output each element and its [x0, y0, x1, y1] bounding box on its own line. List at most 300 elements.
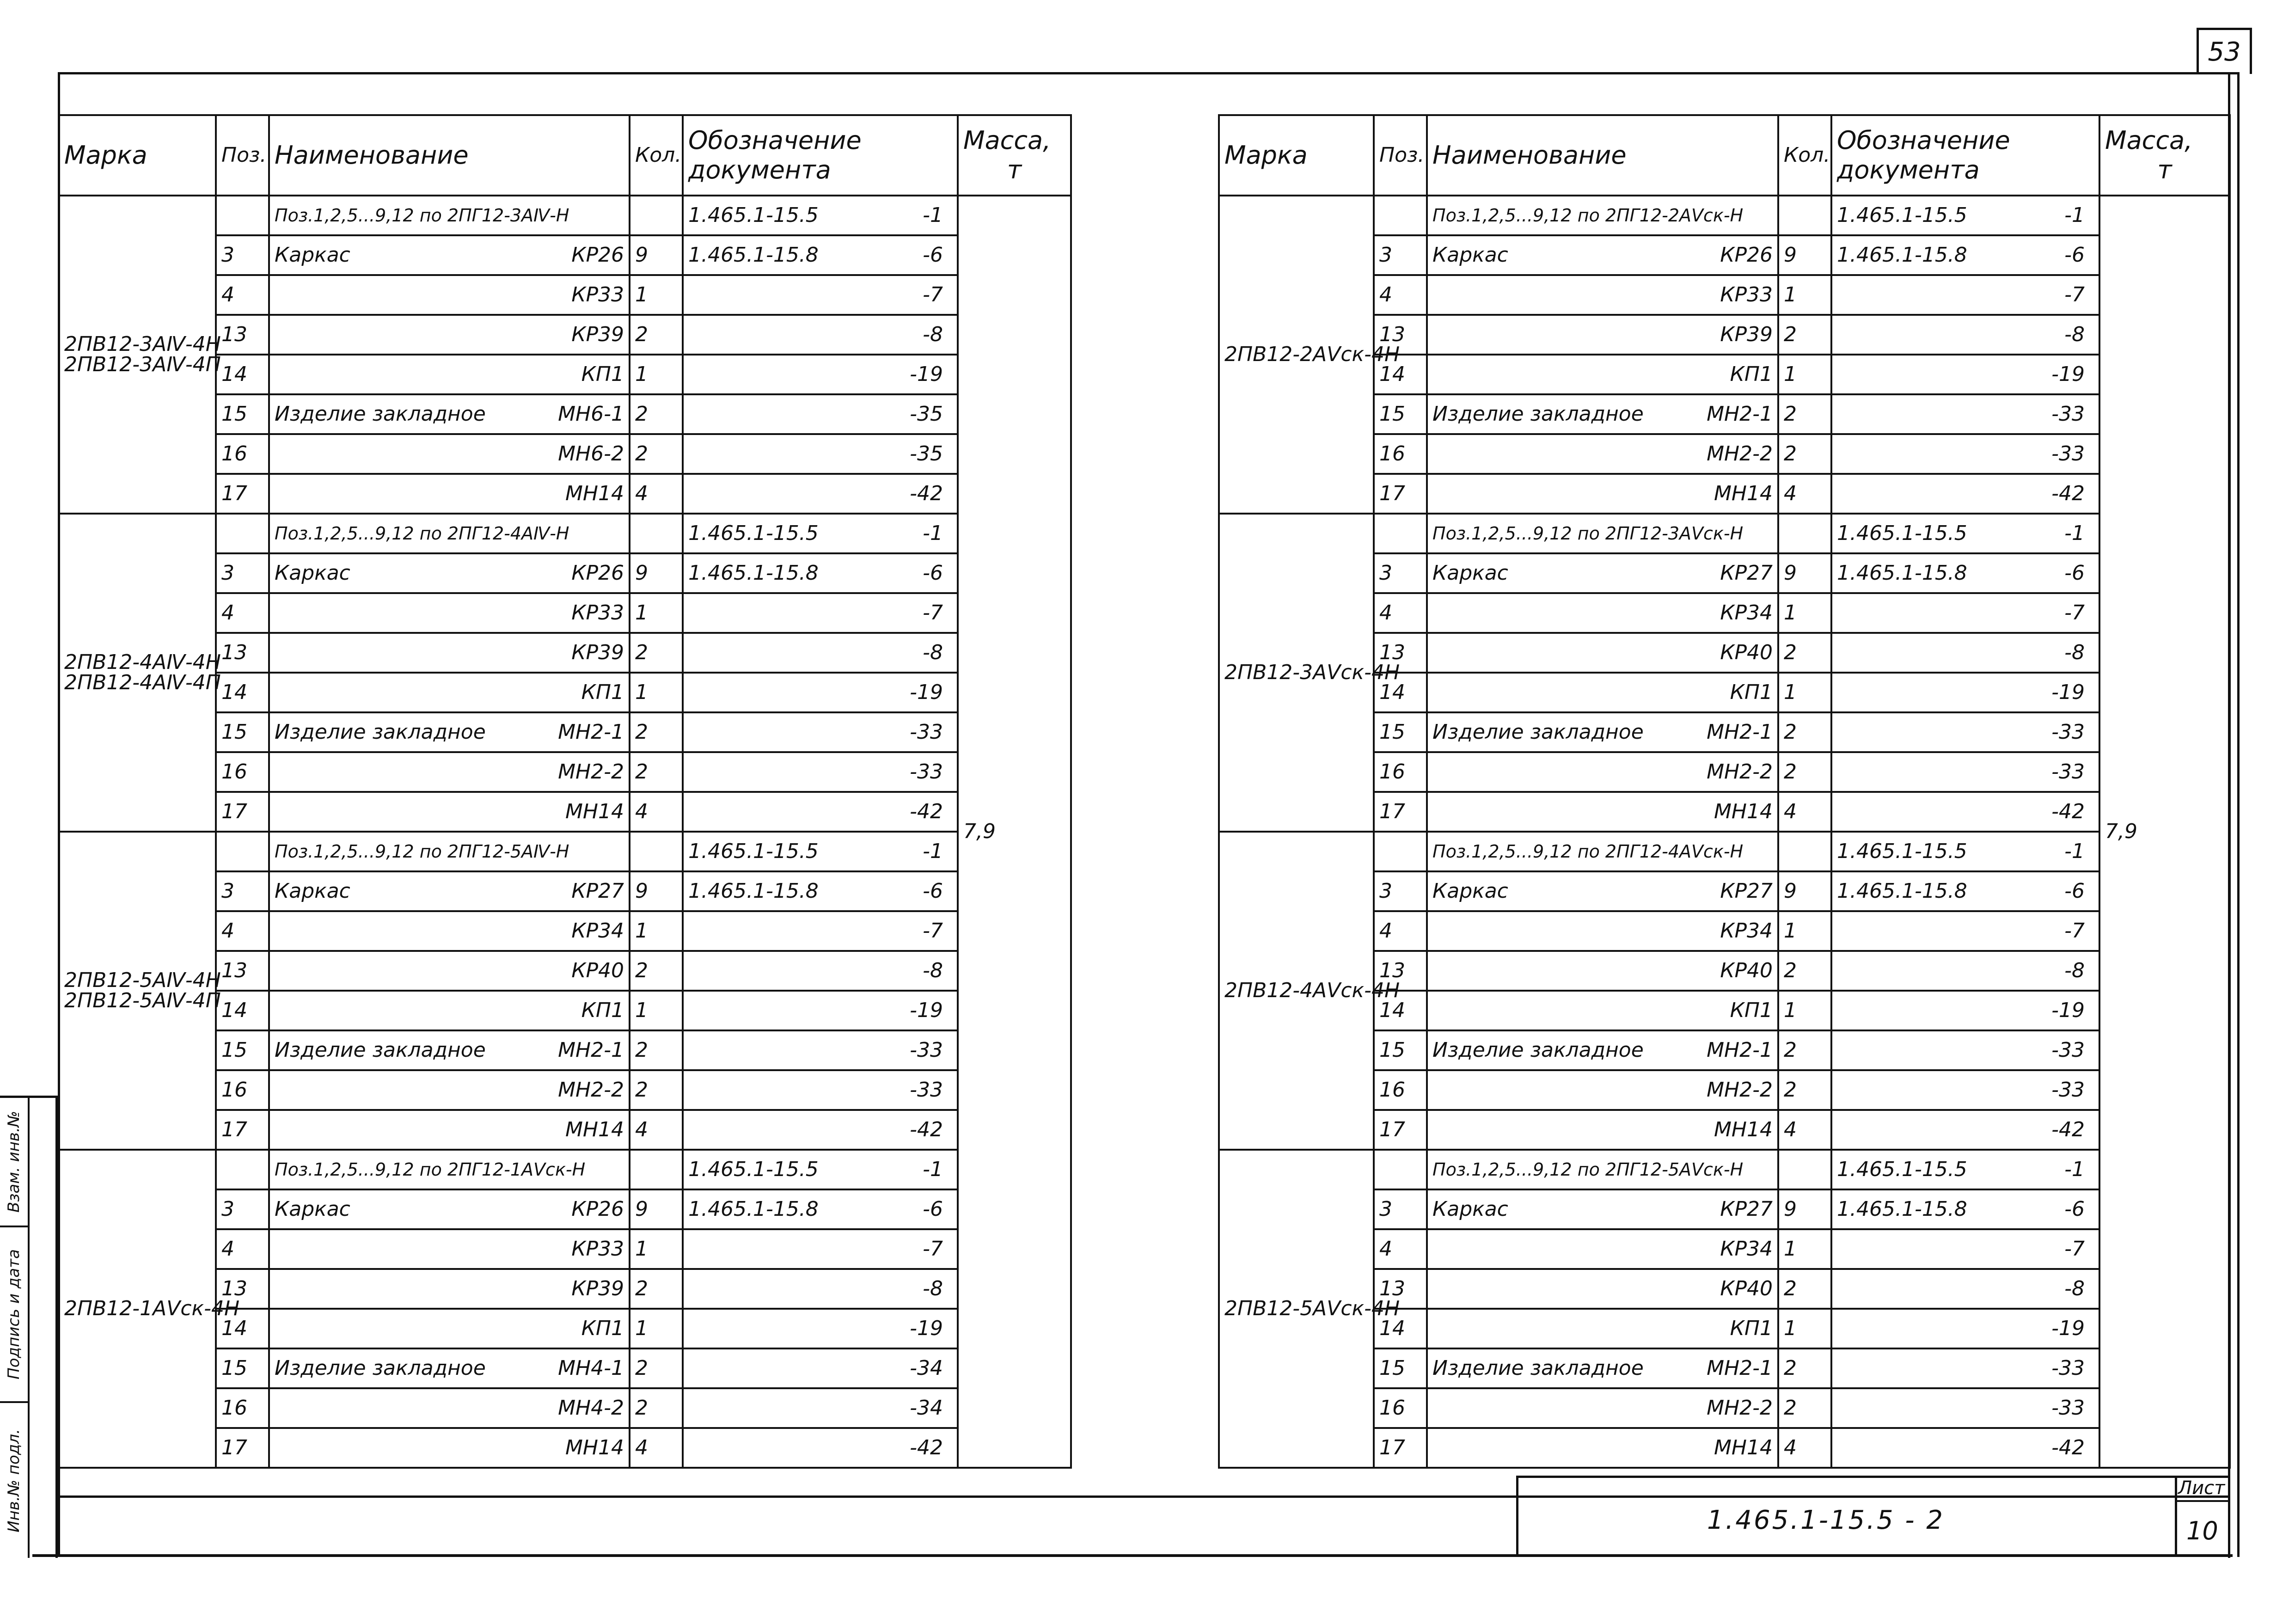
- designation-content: [688, 1398, 952, 1418]
- designation-cell: [1831, 911, 2099, 951]
- designation-suffix: -19: [910, 680, 943, 704]
- position-cell: 14: [216, 673, 269, 712]
- designation-suffix: -33: [2051, 1396, 2085, 1420]
- designation-code: 1.465.1-15.5: [688, 203, 819, 227]
- designation-content: [688, 1438, 952, 1458]
- name-cell: [1427, 1110, 1778, 1150]
- designation-content: [688, 961, 952, 981]
- quantity-cell: 4: [1778, 792, 1831, 832]
- name-cell: [1427, 871, 1778, 911]
- name-cell: [269, 1229, 630, 1269]
- name-cell: [269, 275, 630, 315]
- item-code: КР40: [1720, 641, 1773, 664]
- designation-cell: [1831, 235, 2099, 275]
- header-mark: Марка: [59, 115, 216, 196]
- name-cell-content: [1432, 364, 1773, 385]
- designation-suffix: -6: [923, 1197, 943, 1221]
- header-designation-line1: Обозначение: [688, 126, 862, 155]
- name-cell-content: [1432, 444, 1773, 464]
- position-cell: 15: [1374, 394, 1427, 434]
- position-cell: 15: [216, 1030, 269, 1070]
- designation-suffix: -42: [910, 482, 943, 505]
- designation-content: [688, 484, 952, 504]
- designation-cell: [683, 1428, 958, 1468]
- designation-content: [1837, 245, 2094, 265]
- designation-cell: [1831, 394, 2099, 434]
- name-cell-content: [1432, 1040, 1773, 1060]
- designation-cell: [683, 911, 958, 951]
- item-code: КР33: [571, 283, 624, 306]
- item-code: МН2-2: [1707, 442, 1773, 466]
- quantity-cell: 2: [1778, 1388, 1831, 1428]
- position-cell: 14: [1374, 355, 1427, 394]
- name-cell-content: [275, 643, 624, 663]
- item-code: КР40: [1720, 959, 1773, 982]
- side-cell-signature: [0, 1227, 28, 1403]
- designation-cell: [683, 1229, 958, 1269]
- header-mass: [958, 115, 1071, 196]
- item-code: МН2-2: [1707, 1396, 1773, 1420]
- designation-suffix: -34: [910, 1356, 943, 1380]
- designation-suffix: -7: [923, 283, 943, 306]
- name-cell-content: [1432, 921, 1773, 941]
- name-cell-content: [1432, 1000, 1773, 1021]
- name-cell: [269, 1269, 630, 1309]
- side-label-signature: Подпись и дата: [5, 1249, 24, 1379]
- item-code: МН14: [1714, 1436, 1773, 1459]
- name-cell: [1427, 394, 1778, 434]
- item-code: МН2-1: [1707, 1356, 1773, 1380]
- designation-suffix: -6: [923, 243, 943, 267]
- document-code: 1.465.1-15.5 - 2: [1707, 1505, 1945, 1535]
- designation-content: [1837, 722, 2094, 742]
- designation-suffix: -42: [910, 800, 943, 823]
- designation-suffix: -33: [2051, 442, 2085, 466]
- name-cell: [269, 951, 630, 991]
- table-row: [1219, 514, 2230, 553]
- position-cell: 13: [216, 951, 269, 991]
- designation-cell: [683, 752, 958, 792]
- quantity-cell: 1: [630, 911, 683, 951]
- name-cell-content: [1432, 682, 1773, 703]
- position-cell: 3: [1374, 871, 1427, 911]
- designation-cell: [683, 1309, 958, 1348]
- name-cell-content: [275, 1040, 624, 1060]
- mark-label: 2ПВ12-5АⅣ-4Н: [64, 968, 221, 992]
- quantity-cell: 9: [1778, 235, 1831, 275]
- quantity-cell: 2: [630, 1348, 683, 1388]
- designation-suffix: -42: [2051, 800, 2085, 823]
- name-text: Изделие закладное: [275, 1038, 486, 1062]
- header-name: Наименование: [1427, 115, 1778, 196]
- position-cell: [1374, 196, 1427, 235]
- designation-code: 1.465.1-15.8: [688, 561, 819, 585]
- name-cell: [1427, 1269, 1778, 1309]
- name-text: Поз.1,2,5...9,12 по 2ПГ12-4АⅣ-Н: [275, 523, 569, 544]
- designation-suffix: -7: [923, 919, 943, 943]
- designation-content: [1837, 404, 2094, 424]
- item-code: МН2-1: [558, 1038, 624, 1062]
- designation-suffix: -35: [910, 442, 943, 466]
- mark-cell: [59, 832, 221, 1150]
- designation-content: [688, 364, 952, 385]
- quantity-cell: 9: [630, 1189, 683, 1229]
- designation-cell: [1831, 1348, 2099, 1388]
- designation-suffix: -19: [910, 999, 943, 1022]
- designation-content: [1837, 205, 2094, 226]
- designation-content: [1837, 1120, 2094, 1140]
- designation-suffix: -6: [2064, 243, 2085, 267]
- name-text: Каркас: [1432, 561, 1508, 585]
- sheet-box-divider: [2175, 1500, 2230, 1502]
- designation-content: [1837, 523, 2094, 544]
- name-cell: [1427, 1189, 1778, 1229]
- position-cell: [1374, 1150, 1427, 1189]
- position-cell: 15: [1374, 712, 1427, 752]
- designation-suffix: -8: [923, 1277, 943, 1300]
- item-code: МН2-1: [1707, 720, 1773, 744]
- position-cell: 3: [1374, 235, 1427, 275]
- quantity-cell: 2: [630, 1269, 683, 1309]
- item-code: КП1: [1730, 1317, 1773, 1340]
- header-mark: Марка: [1219, 115, 1374, 196]
- designation-cell: [1831, 633, 2099, 673]
- quantity-cell: 4: [1778, 1110, 1831, 1150]
- item-code: КП1: [581, 999, 624, 1022]
- name-cell-content: [275, 1438, 624, 1458]
- position-cell: 16: [1374, 752, 1427, 792]
- designation-content: [1837, 1358, 2094, 1379]
- name-cell-content: [275, 484, 624, 504]
- designation-cell: [683, 871, 958, 911]
- designation-cell: [1831, 991, 2099, 1030]
- designation-content: [1837, 841, 2094, 862]
- designation-code: 1.465.1-15.8: [688, 1197, 819, 1221]
- name-cell-content: [275, 364, 624, 385]
- position-cell: 15: [216, 394, 269, 434]
- name-cell: [269, 1070, 630, 1110]
- item-code: КР26: [571, 561, 624, 585]
- position-cell: 14: [1374, 673, 1427, 712]
- name-cell: [1427, 275, 1778, 315]
- designation-cell: [683, 1150, 958, 1189]
- item-code: КР40: [571, 959, 624, 982]
- position-cell: [216, 832, 269, 871]
- quantity-cell: 2: [1778, 951, 1831, 991]
- designation-content: [688, 444, 952, 464]
- header-mass-line1: Масса,: [2105, 126, 2193, 155]
- designation-suffix: -33: [910, 1038, 943, 1062]
- designation-content: [1837, 364, 2094, 385]
- name-text: Каркас: [275, 879, 350, 903]
- name-cell: [1427, 752, 1778, 792]
- designation-suffix: -8: [2064, 1277, 2085, 1300]
- name-cell-content: [275, 603, 624, 623]
- table-row: [59, 832, 1071, 871]
- item-code: КР39: [1720, 323, 1773, 346]
- item-code: КР27: [1720, 561, 1773, 585]
- position-cell: 14: [216, 355, 269, 394]
- quantity-cell: 1: [630, 673, 683, 712]
- quantity-cell: [630, 832, 683, 871]
- name-text: Поз.1,2,5...9,12 по 2ПГ12-1АⅤск-Н: [275, 1159, 586, 1180]
- designation-code: 1.465.1-15.8: [688, 879, 819, 903]
- item-code: МН2-2: [558, 760, 624, 784]
- designation-content: [688, 245, 952, 265]
- position-cell: 17: [216, 474, 269, 514]
- mark-label: 2ПВ12-3АⅣ-4П: [64, 353, 221, 376]
- name-cell: [1427, 593, 1778, 633]
- header-designation: [1831, 115, 2099, 196]
- designation-suffix: -1: [923, 1158, 943, 1181]
- name-cell: [269, 991, 630, 1030]
- name-cell: [269, 673, 630, 712]
- designation-cell: [683, 832, 958, 871]
- designation-suffix: -19: [2051, 680, 2085, 704]
- header-designation-line2: документа: [1837, 155, 1980, 184]
- position-cell: 17: [216, 1428, 269, 1468]
- header-qty: Кол.: [630, 115, 683, 196]
- item-code: МН4-1: [558, 1356, 624, 1380]
- name-cell: [1427, 1348, 1778, 1388]
- item-code: МН2-1: [1707, 1038, 1773, 1062]
- designation-cell: [1831, 514, 2099, 553]
- name-cell: [269, 434, 630, 474]
- designation-cell: [1831, 1150, 2099, 1189]
- quantity-cell: 9: [1778, 871, 1831, 911]
- quantity-cell: 2: [630, 712, 683, 752]
- name-cell-content: [275, 1239, 624, 1259]
- name-cell: [1427, 792, 1778, 832]
- name-cell-content: [275, 1120, 624, 1140]
- designation-code: 1.465.1-15.5: [688, 840, 819, 863]
- name-cell: [1427, 951, 1778, 991]
- name-cell-content: [275, 285, 624, 305]
- designation-cell: [1831, 832, 2099, 871]
- position-cell: 13: [216, 1269, 269, 1309]
- position-cell: 17: [1374, 1428, 1427, 1468]
- item-code: КР26: [571, 243, 624, 267]
- item-code: МН2-2: [1707, 760, 1773, 784]
- item-code: КП1: [581, 1317, 624, 1340]
- designation-suffix: -1: [2064, 521, 2085, 545]
- quantity-cell: 2: [1778, 394, 1831, 434]
- designation-content: [688, 325, 952, 345]
- designation-cell: [683, 1388, 958, 1428]
- designation-cell: [683, 593, 958, 633]
- name-cell: [269, 553, 630, 593]
- item-code: МН4-2: [558, 1396, 624, 1420]
- name-cell-content: [1432, 484, 1773, 504]
- designation-suffix: -42: [910, 1436, 943, 1459]
- item-code: КР39: [571, 1277, 624, 1300]
- designation-suffix: -7: [2064, 1237, 2085, 1261]
- item-code: КР39: [571, 641, 624, 664]
- designation-code: 1.465.1-15.5: [1837, 840, 1967, 863]
- name-cell: [269, 315, 630, 355]
- name-cell-content: [275, 722, 624, 742]
- name-cell: [269, 1030, 630, 1070]
- item-code: МН6-2: [558, 442, 624, 466]
- quantity-cell: 2: [630, 434, 683, 474]
- name-cell: [1427, 832, 1778, 871]
- name-cell-content: [275, 1358, 624, 1379]
- name-text: Поз.1,2,5...9,12 по 2ПГ12-4АⅤск-Н: [1432, 841, 1744, 862]
- name-cell: [269, 394, 630, 434]
- designation-content: [1837, 1318, 2094, 1339]
- position-cell: 3: [216, 1189, 269, 1229]
- designation-code: 1.465.1-15.5: [1837, 1158, 1967, 1181]
- designation-suffix: -6: [2064, 1197, 2085, 1221]
- position-cell: 13: [1374, 1269, 1427, 1309]
- designation-suffix: -7: [2064, 283, 2085, 306]
- quantity-cell: 2: [630, 633, 683, 673]
- position-cell: [216, 196, 269, 235]
- name-text: Поз.1,2,5...9,12 по 2ПГ12-2АⅤск-Н: [1432, 205, 1744, 226]
- name-cell-content: [1432, 1080, 1773, 1100]
- name-cell-content: [1432, 404, 1773, 424]
- designation-suffix: -6: [923, 879, 943, 903]
- name-cell-content: [275, 1398, 624, 1418]
- quantity-cell: 4: [1778, 1428, 1831, 1468]
- designation-content: [1837, 643, 2094, 663]
- item-code: МН2-2: [558, 1078, 624, 1102]
- quantity-cell: 2: [1778, 633, 1831, 673]
- position-cell: 16: [216, 1388, 269, 1428]
- designation-cell: [683, 792, 958, 832]
- quantity-cell: [1778, 196, 1831, 235]
- page-number: 53: [2197, 28, 2252, 74]
- designation-suffix: -7: [2064, 919, 2085, 943]
- designation-cell: [683, 673, 958, 712]
- name-text: Изделие закладное: [275, 720, 486, 744]
- quantity-cell: 1: [630, 275, 683, 315]
- side-label-inventory: Инв.№ подл.: [5, 1428, 24, 1532]
- position-cell: 13: [216, 633, 269, 673]
- mark-label: 2ПВ12-3АⅣ-4Н: [64, 332, 221, 356]
- position-cell: 15: [216, 712, 269, 752]
- header-qty: Кол.: [1778, 115, 1831, 196]
- name-cell: [269, 514, 630, 553]
- name-cell: [1427, 673, 1778, 712]
- name-cell-content: [1432, 1398, 1773, 1418]
- designation-content: [688, 881, 952, 901]
- designation-suffix: -1: [923, 203, 943, 227]
- quantity-cell: 2: [1778, 1348, 1831, 1388]
- side-signature-strip: [0, 1096, 58, 1558]
- name-cell-content: [275, 525, 624, 542]
- position-cell: 4: [216, 1229, 269, 1269]
- designation-cell: [1831, 1428, 2099, 1468]
- designation-content: [1837, 762, 2094, 782]
- name-cell: [1427, 196, 1778, 235]
- designation-cell: [1831, 1309, 2099, 1348]
- name-cell: [269, 196, 630, 235]
- position-cell: 16: [216, 752, 269, 792]
- name-cell: [269, 792, 630, 832]
- position-cell: 4: [216, 275, 269, 315]
- position-cell: 4: [1374, 911, 1427, 951]
- designation-content: [1837, 921, 2094, 941]
- name-text: Каркас: [275, 561, 350, 585]
- name-text: Каркас: [275, 243, 350, 267]
- position-cell: 3: [216, 871, 269, 911]
- designation-cell: [683, 235, 958, 275]
- designation-cell: [1831, 712, 2099, 752]
- designation-content: [688, 404, 952, 424]
- name-cell-content: [1432, 207, 1773, 224]
- designation-content: [688, 285, 952, 305]
- table-row: [59, 1150, 1071, 1189]
- name-text: Изделие закладное: [1432, 402, 1644, 426]
- position-cell: 4: [1374, 275, 1427, 315]
- designation-cell: [1831, 1269, 2099, 1309]
- designation-content: [688, 921, 952, 941]
- designation-suffix: -8: [2064, 323, 2085, 346]
- designation-cell: [683, 1030, 958, 1070]
- designation-code: 1.465.1-15.5: [1837, 203, 1967, 227]
- mark-label: 2ПВ12-3АⅤск-4Н: [1224, 661, 1400, 684]
- name-cell-content: [1432, 525, 1773, 542]
- designation-cell: [683, 1348, 958, 1388]
- position-cell: 15: [1374, 1030, 1427, 1070]
- name-cell-content: [275, 802, 624, 822]
- designation-cell: [1831, 1030, 2099, 1070]
- designation-cell: [683, 712, 958, 752]
- name-cell-content: [1432, 802, 1773, 822]
- item-code: МН2-2: [1707, 1078, 1773, 1102]
- item-code: КР34: [571, 919, 624, 943]
- name-cell-content: [1432, 1318, 1773, 1339]
- name-cell: [1427, 991, 1778, 1030]
- mark-cell: [59, 514, 221, 832]
- quantity-cell: 2: [1778, 712, 1831, 752]
- quantity-cell: 1: [1778, 355, 1831, 394]
- designation-content: [688, 563, 952, 583]
- item-code: КП1: [1730, 999, 1773, 1022]
- name-cell-content: [275, 1080, 624, 1100]
- item-code: МН6-1: [558, 402, 624, 426]
- quantity-cell: 2: [1778, 752, 1831, 792]
- designation-cell: [683, 434, 958, 474]
- quantity-cell: 2: [630, 1030, 683, 1070]
- item-code: МН14: [1714, 800, 1773, 823]
- item-code: КР26: [571, 1197, 624, 1221]
- header-mass-line2: т: [1007, 155, 1022, 184]
- designation-cell: [1831, 1388, 2099, 1428]
- item-code: МН14: [565, 482, 624, 505]
- position-cell: 4: [1374, 1229, 1427, 1269]
- designation-code: 1.465.1-15.8: [688, 243, 819, 267]
- name-cell-content: [1432, 1358, 1773, 1379]
- name-cell-content: [1432, 961, 1773, 981]
- name-text: Изделие закладное: [275, 1356, 486, 1380]
- designation-cell: [683, 633, 958, 673]
- position-cell: 13: [1374, 315, 1427, 355]
- name-cell-content: [275, 961, 624, 981]
- designation-content: [688, 523, 952, 544]
- position-cell: [216, 1150, 269, 1189]
- name-cell-content: [275, 762, 624, 782]
- name-cell-content: [275, 843, 624, 860]
- item-code: КП1: [1730, 362, 1773, 386]
- name-cell-content: [1432, 563, 1773, 583]
- name-cell: [1427, 1150, 1778, 1189]
- quantity-cell: 9: [630, 553, 683, 593]
- quantity-cell: 9: [630, 235, 683, 275]
- name-cell: [269, 1110, 630, 1150]
- designation-content: [1837, 285, 2094, 305]
